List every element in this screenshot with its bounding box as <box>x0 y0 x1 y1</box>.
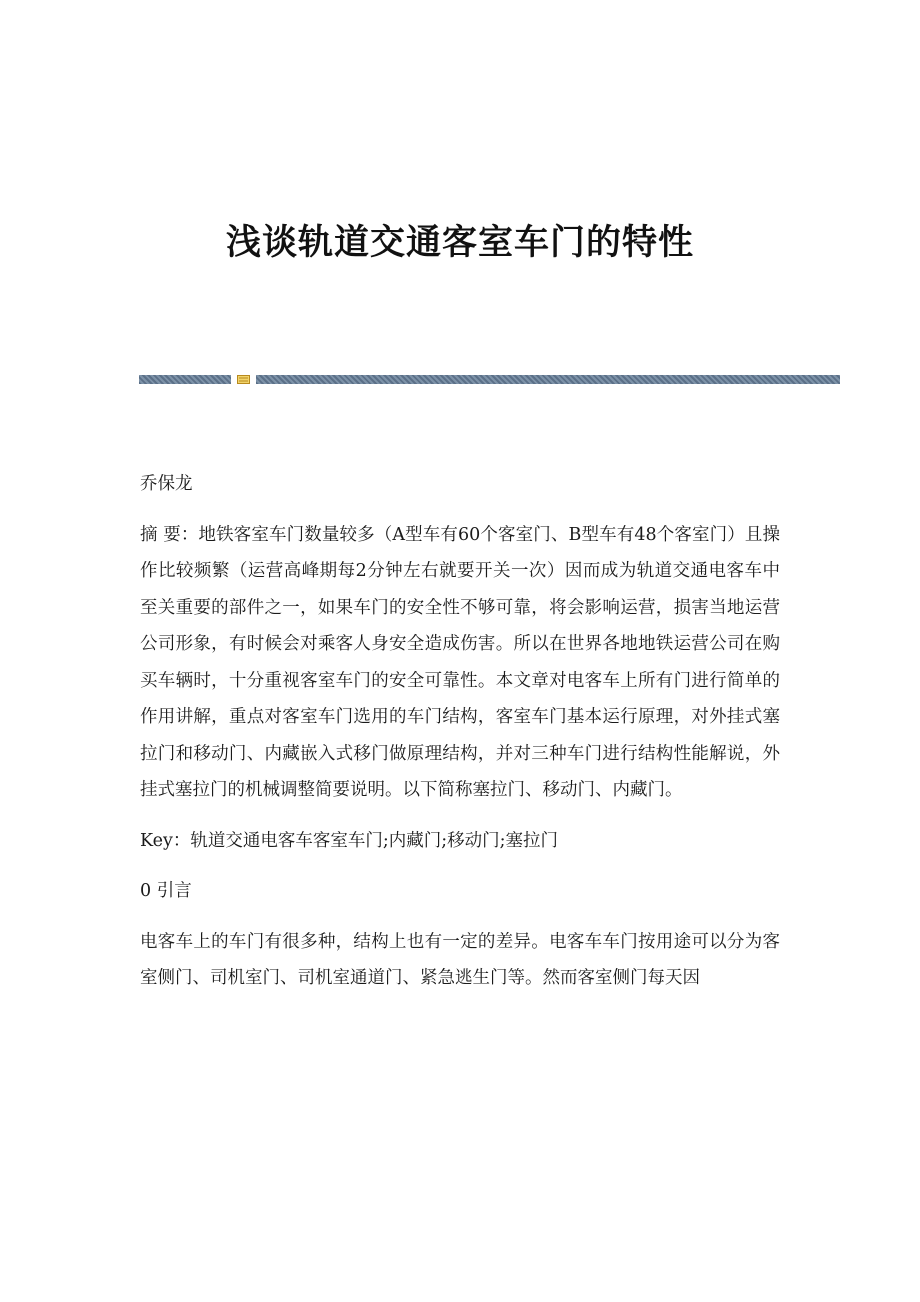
title-divider <box>139 375 840 384</box>
intro-paragraph: 电客车上的车门有很多种，结构上也有一定的差异。电客车车门按用途可以分为客室侧门、司机室门、司机室通道门、紧急逃生门等。然而客室侧门每天因 <box>140 931 780 988</box>
divider-bar-left <box>139 375 231 384</box>
document-title: 浅谈轨道交通客室车门的特性 <box>225 223 694 263</box>
keywords-line: Key：轨道交通电客车客室车门;内藏门;移动门;塞拉门 <box>140 830 559 851</box>
section-heading: 0 引言 <box>140 881 192 901</box>
document-body <box>140 466 780 1011</box>
author-name: 乔保龙 <box>140 474 193 494</box>
divider-ornament-icon <box>237 374 250 385</box>
divider-bar-right <box>256 375 840 384</box>
abstract-paragraph: 摘 要：地铁客室车门数量较多（A型车有60个客室门、B型车有48个客室门）且操作比较频繁（运营高峰期每2分钟左右就要开关一次）因而成为轨道交通电客车中至关重要的部件之一，如果车门的安全性不够可靠，将会影响运营，损害当地运营公司形象，有时候会对乘客人身安全造成伤害。所以在世界各地地铁运营公司在购买车辆时，十分重视客室车门的安全可靠性。本文章对电客车上所有门进行简单的作用讲解，重点对客室车门选用的车门结构，客室车门基本运行原理，对外挂式塞拉门和移动门、内藏嵌入式移门做原理结构，并对三种车门进行结构性能解说，外挂式塞拉门的机械调整简要说明。以下简称塞拉门、移动门、内藏门。 <box>140 524 780 800</box>
